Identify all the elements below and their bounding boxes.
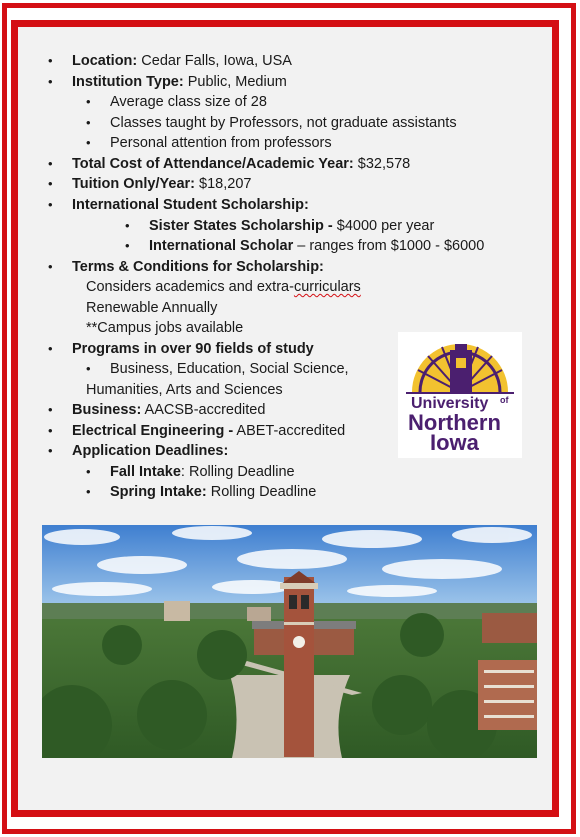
terms-renewable: Renewable Annually [86,300,218,316]
sub-bullet: • [86,115,91,130]
sub-bullet: • [86,135,91,150]
scholarship-item: International Student Scholarship: [72,197,309,213]
deadlines-item: Application Deadlines: [72,443,229,459]
bullet: • [48,402,53,417]
campus-photo [42,525,537,758]
professors-item: Classes taught by Professors, not graduate assistants [110,115,457,131]
class-size-item: Average class size of 28 [110,94,267,110]
campus-bell-tower-photo [42,525,537,758]
fall-intake-item: Fall Intake: Rolling Deadline [110,464,295,480]
institution-type-item: Institution Type: Public, Medium [72,74,287,90]
business-item: Business: AACSB-accredited [72,402,266,418]
programs-fields-1: Business, Education, Social Science, [110,361,349,377]
programs-fields-2: Humanities, Arts and Sciences [86,382,283,398]
logo-graphic [398,332,522,458]
international-scholar-item: International Scholar – ranges from $1000 - $6000 [149,238,485,254]
sister-states-item: Sister States Scholarship - $4000 per year [149,218,435,234]
svg-text:Northern: Northern [408,410,501,435]
svg-text:Iowa: Iowa [430,430,479,455]
bullet: • [48,53,53,68]
sub-bullet: • [86,94,91,109]
sub-bullet: • [86,361,91,376]
spring-intake-item: Spring Intake: Rolling Deadline [110,484,317,500]
engineering-item: Electrical Engineering - ABET-accredited [72,423,346,439]
bullet: • [48,197,53,212]
sub-bullet: • [86,484,91,499]
sub-bullet: • [125,218,130,233]
bullet: • [48,74,53,89]
flyer-panel [11,20,559,817]
bullet: • [48,156,53,171]
bullet: • [48,341,53,356]
uni-logo [398,332,522,458]
svg-text:of: of [500,395,509,405]
terms-academics: Considers academics and extra-curriculars [86,279,361,295]
bullet: • [48,176,53,191]
bullet: • [48,443,53,458]
programs-item: Programs in over 90 fields of study [72,341,314,357]
terms-item: Terms & Conditions for Scholarship: [72,259,324,275]
bullet: • [48,423,53,438]
location-item: Location: Cedar Falls, Iowa, USA [72,53,292,69]
attention-item: Personal attention from professors [110,135,332,151]
total-cost-item: Total Cost of Attendance/Academic Year: $32,578 [72,156,411,172]
tuition-item: Tuition Only/Year: $18,207 [72,176,252,192]
terms-campus-jobs: **Campus jobs available [86,320,244,336]
sub-bullet: • [86,464,91,479]
sub-bullet: • [125,238,130,253]
svg-text:University: University [411,395,489,412]
bullet: • [48,259,53,274]
